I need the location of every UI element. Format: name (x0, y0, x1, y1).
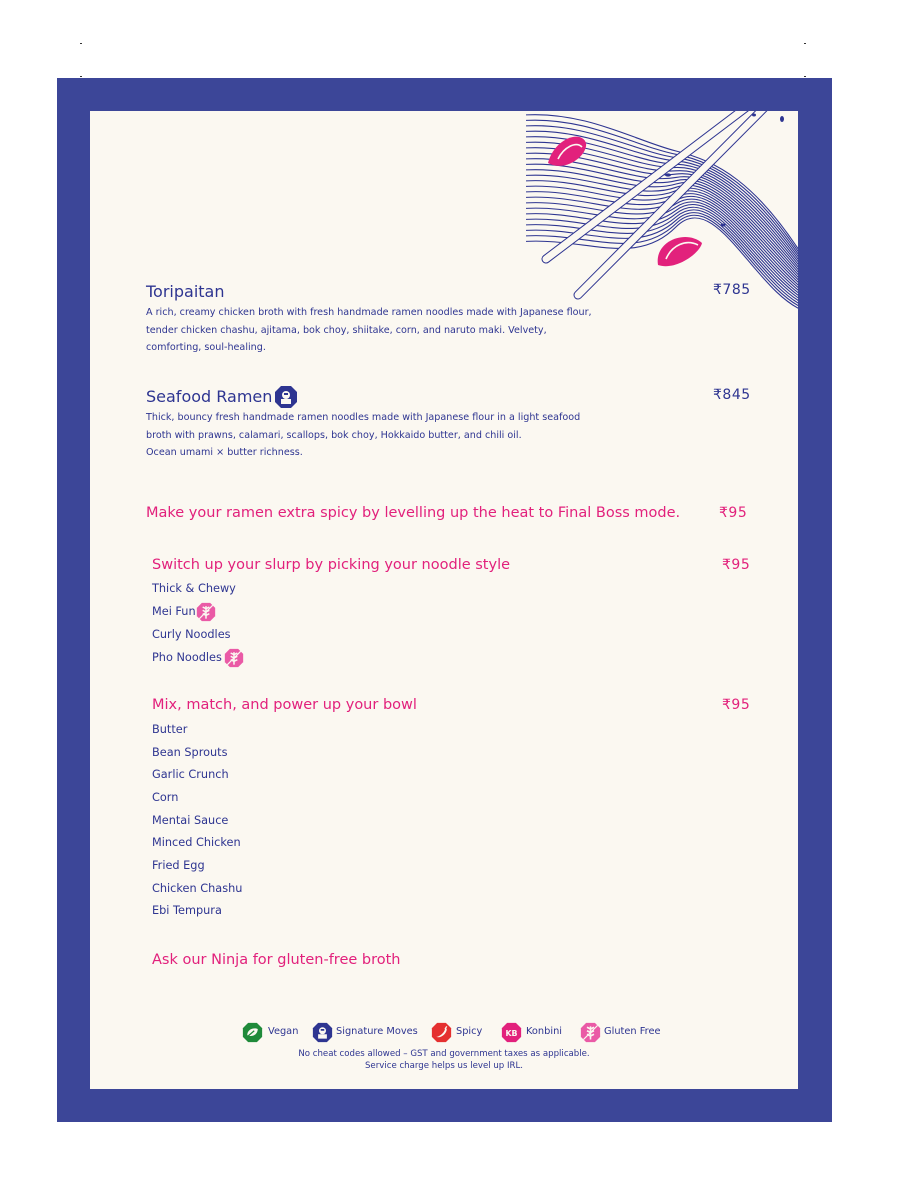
dish-name: Toripaitan (146, 282, 225, 301)
add-on-item: Fried Egg (152, 859, 205, 872)
noodle-option: Curly Noodles (152, 628, 231, 641)
noodle-style-price: ₹95 (722, 557, 751, 573)
gluten-free-icon (224, 648, 244, 668)
add-on-item: Chicken Chashu (152, 882, 243, 895)
add-on-item: Garlic Crunch (152, 768, 229, 781)
add-on-item: Corn (152, 791, 179, 804)
dish-description: Thick, bouncy fresh handmade ramen noodles made with Japanese flour in a light seafood broth with prawns, calamari, scallops, bok choy, Hokkaido butter, and chili oil. Ocean umami × butter richness. (146, 412, 581, 458)
crop-mark-top-right (804, 43, 806, 44)
add-on-item: Minced Chicken (152, 836, 241, 849)
gluten-free-icon (196, 602, 216, 622)
noodle-illustration (526, 111, 798, 311)
spicy-upgrade-price: ₹95 (719, 505, 748, 521)
spicy-icon (431, 1022, 452, 1043)
dish-name: Seafood Ramen (146, 387, 273, 406)
add-ons-price: ₹95 (722, 697, 751, 713)
add-on-item: Butter (152, 723, 188, 736)
noodle-option: Pho Noodles (152, 651, 222, 664)
spicy-upgrade-text: Make your ramen extra spicy by levelling up the heat to Final Boss mode. (146, 505, 681, 521)
crop-mark-frame-left (80, 76, 82, 77)
vegan-icon (242, 1022, 263, 1043)
gluten-free-broth-note: Ask our Ninja for gluten-free broth (152, 952, 401, 968)
gluten-free-icon (580, 1022, 601, 1043)
dish-price: ₹845 (713, 387, 751, 403)
dietary-legend: Vegan Signature Moves Spicy KB Konbini Gluten Free (242, 1022, 646, 1046)
noodle-option: Mei Fun (152, 605, 196, 618)
menu-page (90, 111, 798, 1089)
add-on-item: Mentai Sauce (152, 814, 229, 827)
crop-mark-top-left (80, 43, 82, 44)
service-charge-note: Service charge helps us level up IRL. (364, 1061, 524, 1071)
svg-text:KB: KB (505, 1029, 518, 1038)
naruto-slice-icon (658, 237, 702, 266)
add-on-item: Bean Sprouts (152, 746, 228, 759)
tax-note: No cheat codes allowed – GST and government taxes as applicable. (298, 1049, 590, 1059)
konbini-icon (501, 1022, 522, 1043)
signature-moves-icon (312, 1022, 333, 1043)
add-on-item: Ebi Tempura (152, 904, 222, 917)
noodle-style-heading: Switch up your slurp by picking your noodle style (152, 557, 511, 573)
signature-moves-icon (274, 385, 298, 409)
crop-mark-frame-right (804, 76, 806, 77)
dish-price: ₹785 (713, 282, 751, 298)
dish-description: A rich, creamy chicken broth with fresh handmade ramen noodles made with Japanese flour, tender chicken chashu, ajitama, bok choy, shiitake, corn, and naruto maki. Velvety, comforting, soul-healing. (146, 307, 592, 353)
noodle-option: Thick & Chewy (152, 582, 236, 595)
add-ons-heading: Mix, match, and power up your bowl (152, 697, 417, 713)
naruto-slice-icon (548, 137, 586, 166)
